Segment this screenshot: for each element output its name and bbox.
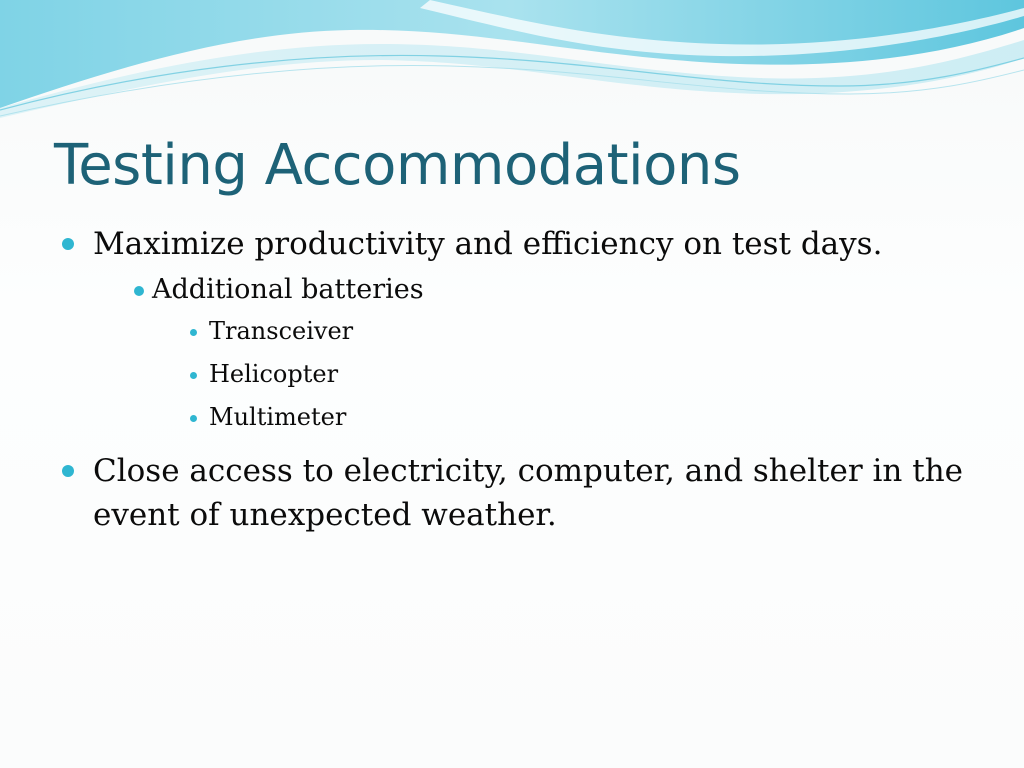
decorative-wave-header	[0, 0, 1024, 130]
sub-sub-bullet-item	[184, 353, 980, 396]
sub-bullet-text: Additional batteries	[152, 274, 424, 305]
sub-sub-bullet-text: Helicopter	[209, 360, 339, 388]
sub-sub-bullet-text: Transceiver	[209, 317, 354, 345]
bullet-text: Close access to electricity, computer, and shelter in the event of unexpected weather.	[93, 453, 964, 533]
bullet-item	[60, 449, 980, 537]
sub-sub-bullet-list	[152, 310, 980, 439]
bullet-dot-icon	[190, 372, 197, 379]
slide-title: Testing Accommodations	[54, 133, 741, 198]
sub-sub-bullet-item	[184, 396, 980, 439]
sub-sub-bullet-item	[184, 310, 980, 353]
bullet-dot-icon	[134, 286, 144, 296]
bullet-dot-icon	[190, 329, 197, 336]
bullet-dot-icon	[62, 238, 74, 250]
sub-sub-bullet-text: Multimeter	[209, 403, 347, 431]
bullet-text: Maximize productivity and efficiency on test days.	[93, 226, 883, 262]
bullet-dot-icon	[62, 465, 74, 477]
sub-bullet-item	[134, 270, 980, 439]
sub-bullet-list	[93, 270, 980, 439]
bullet-dot-icon	[190, 415, 197, 422]
bullet-item	[60, 222, 980, 439]
bullet-list	[60, 222, 980, 547]
